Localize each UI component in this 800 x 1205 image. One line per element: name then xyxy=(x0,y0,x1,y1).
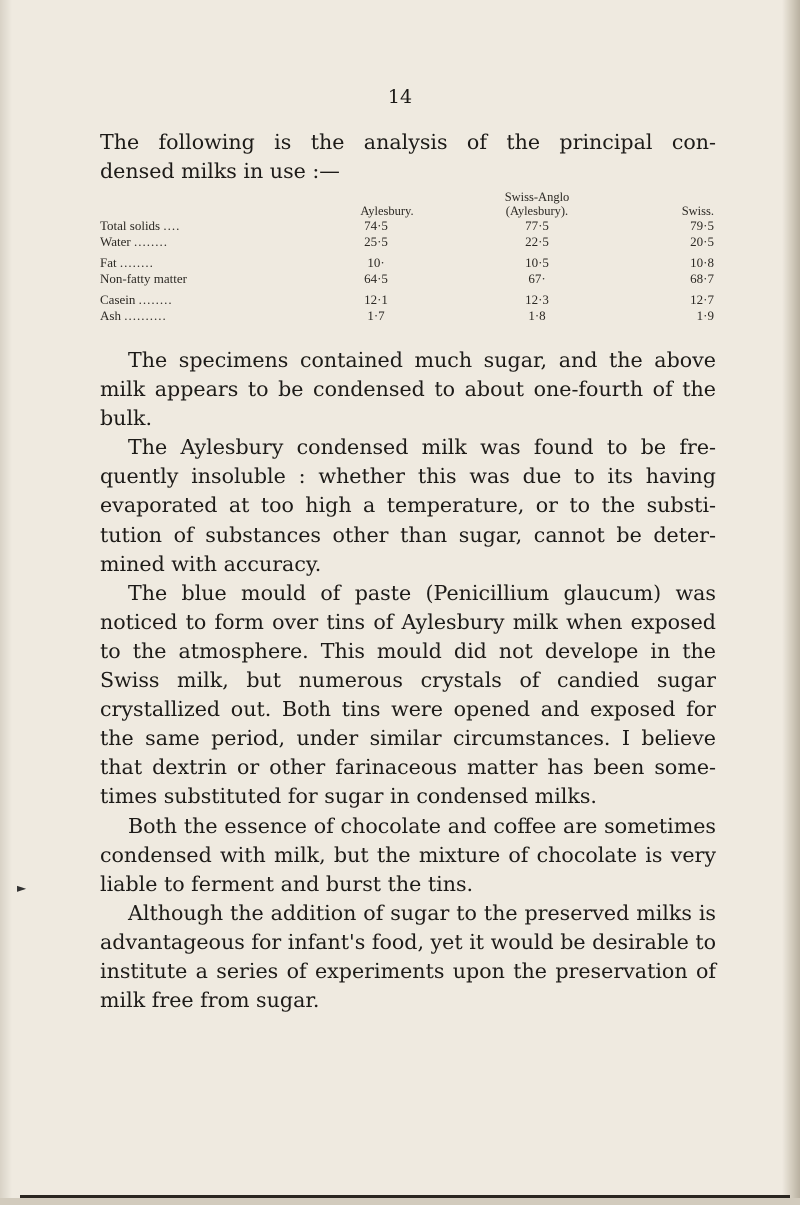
row-label: Casein xyxy=(100,292,136,307)
intro-line-1: The following is the analysis of the principal con- xyxy=(100,130,716,154)
cell-swiss: 79·5 xyxy=(690,218,714,233)
row-label: Non-fatty matter xyxy=(100,270,187,286)
paragraph: Although the addition of sugar to the preserved milks is advantageous for infant's food, yet it would be desirable to institute a series of experiments upon the preservation of milk free from sugar. xyxy=(100,900,716,1013)
header-swiss-anglo-line2: (Aylesbury). xyxy=(505,204,569,218)
margin-mark-icon: ► xyxy=(17,881,27,895)
table-row xyxy=(100,255,720,271)
leader-dots: .... xyxy=(163,218,181,233)
leader-dots: ........ xyxy=(138,292,173,307)
table-row xyxy=(100,234,720,250)
cell-swiss: 1·9 xyxy=(696,307,714,323)
paragraph: The Aylesbury condensed milk was found to be fre- quently insoluble : whether this was due to its having evaporated at too high a temperature, or to the substi- tution of substances other than sugar, cannot be deter- mined with accuracy. xyxy=(100,435,716,576)
page-edge-right xyxy=(782,0,800,1205)
paragraph: The blue mould of paste (Penicillium glaucum) was noticed to form over tins of Aylesbury milk when exposed to the atmosphere. This mould did not develope in the Swiss milk, but numerous crystals of candied sugar crystallized out. Both tins were opened and exposed for the same period, under similar circumstances. I believe that dextrin or other farinaceous matter has been some- times substituted for sugar in condensed milks. xyxy=(100,580,716,809)
header-aylesbury: Aylesbury. xyxy=(360,204,414,218)
cell-swiss: 12·7 xyxy=(690,292,714,307)
row-label: Fat xyxy=(100,255,117,270)
paragraph: The specimens contained much sugar, and the above milk appears to be condensed to about one-fourth of the bulk. xyxy=(100,348,716,431)
cell-aylesbury: 64·5 xyxy=(364,270,388,286)
row-label: Ash xyxy=(100,307,121,323)
header-swiss-anglo-line1: Swiss-Anglo xyxy=(504,190,570,204)
page-number: 14 xyxy=(387,86,413,108)
bottom-edge xyxy=(0,1198,800,1205)
intro-line-2: densed milks in use :— xyxy=(100,159,340,183)
milk-analysis-table xyxy=(100,190,720,323)
header-swiss: Swiss. xyxy=(681,204,714,218)
leader-dots: .......... xyxy=(124,307,167,323)
cell-aylesbury: 1·7 xyxy=(367,307,385,323)
row-label: Total solids xyxy=(100,218,161,233)
table-row xyxy=(100,271,720,287)
cell-swiss: 20·5 xyxy=(690,233,714,249)
table-row xyxy=(100,292,720,308)
leader-dots: ........ xyxy=(133,233,168,249)
leader-dots: ........ xyxy=(119,255,154,270)
cell-swiss: 68·7 xyxy=(690,270,714,286)
paragraph: Both the essence of chocolate and coffee are sometimes condensed with milk, but the mixture of chocolate is very liable to ferment and burst the tins. xyxy=(100,813,716,896)
cell-aylesbury: 74·5 xyxy=(364,218,388,233)
cell-swiss: 10·8 xyxy=(690,255,714,270)
cell-swiss-anglo: 22·5 xyxy=(525,233,549,249)
cell-swiss-anglo: 1·8 xyxy=(528,307,546,323)
cell-aylesbury: 10· xyxy=(367,255,385,270)
row-label: Water xyxy=(100,233,131,249)
body-text xyxy=(100,346,716,1015)
table-row xyxy=(100,308,720,324)
cell-swiss-anglo: 12·3 xyxy=(525,292,549,307)
table-header-row xyxy=(100,190,720,218)
header-swiss-anglo xyxy=(462,190,612,218)
cell-swiss-anglo: 10·5 xyxy=(525,255,549,270)
table-row xyxy=(100,218,720,234)
page-edge-left xyxy=(0,0,12,1205)
cell-aylesbury: 12·1 xyxy=(364,292,388,307)
cell-swiss-anglo: 67· xyxy=(528,270,546,286)
cell-aylesbury: 25·5 xyxy=(364,233,388,249)
cell-swiss-anglo: 77·5 xyxy=(525,218,549,233)
